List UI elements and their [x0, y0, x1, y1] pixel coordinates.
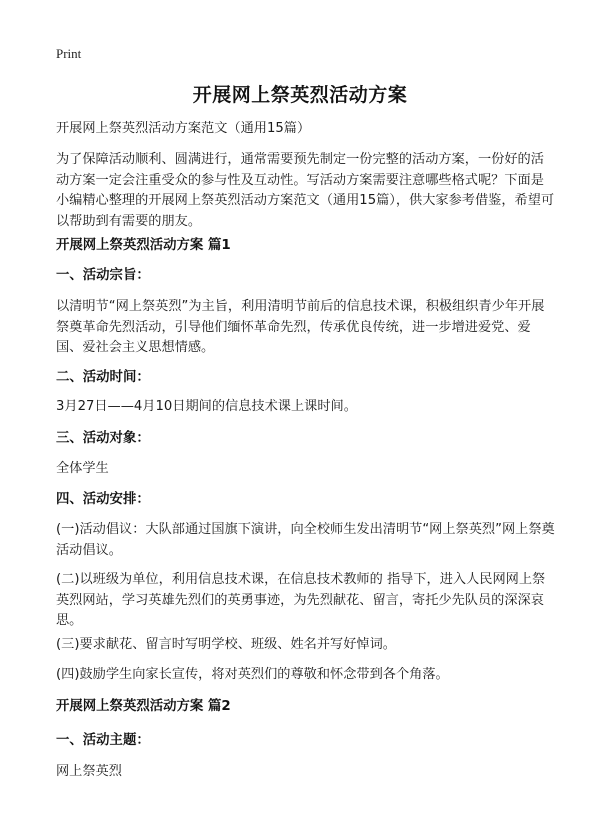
arrange-item-2: (二)以班级为单位，利用信息技术课，在信息技术教师的 指导下，进入人民网网上祭英烈网站，学习英雄先烈们的英勇事迹，为先烈献花、留言，寄托少先队员的深深哀思。 — [56, 572, 546, 628]
theme-paragraph: 网上祭英烈 — [56, 764, 122, 779]
intro-paragraph: 为了保障活动顺利、圆满进行，通常需要预先制定一份完整的活动方案，一份好的活动方案一定会注重受众的参与性及互动性。写活动方案需要注意哪些格式呢？下面是小编精心整理的开展网上祭英烈活动方案范文（通用15篇），供大家参考借鉴，希望可以帮助到有需要的朋友。 — [56, 152, 555, 229]
theme-heading: 一、活动主题： — [56, 733, 150, 748]
target-paragraph: 全体学生 — [56, 461, 109, 476]
arrange-item-4: (四)鼓励学生向家长宣传，将对英烈们的尊敬和怀念带到各个角落。 — [56, 667, 449, 682]
target-heading: 三、活动对象： — [56, 431, 150, 446]
document-subtitle: 开展网上祭英烈活动方案范文（通用15篇） — [56, 121, 311, 136]
time-heading: 二、活动时间： — [56, 370, 150, 385]
time-paragraph: 3月27日——4月10日期间的信息技术课上课时间。 — [56, 399, 357, 414]
arrange-item-1: (一)活动倡议：大队部通过国旗下演讲，向全校师生发出清明节“网上祭英烈”网上祭奠活动倡议。 — [56, 522, 555, 558]
section-1-heading: 开展网上祭英烈活动方案 篇1 — [56, 238, 231, 253]
section-2-heading: 开展网上祭英烈活动方案 篇2 — [56, 699, 231, 714]
arrange-item-3: (三)要求献花、留言时写明学校、班级、姓名并写好悼词。 — [56, 637, 396, 652]
purpose-heading: 一、活动宗旨： — [56, 268, 150, 283]
print-link[interactable]: Print — [56, 46, 82, 61]
purpose-paragraph: 以清明节“网上祭英烈”为主旨，利用清明节前后的信息技术课，积极组织青少年开展祭奠革命先烈活动，引导他们缅怀革命先烈，传承优良传统，进一步增进爱党、爱国、爱社会主义思想情感。 — [56, 299, 545, 355]
arrange-heading: 四、活动安排： — [56, 492, 150, 507]
document-title: 开展网上祭英烈活动方案 — [192, 84, 408, 106]
